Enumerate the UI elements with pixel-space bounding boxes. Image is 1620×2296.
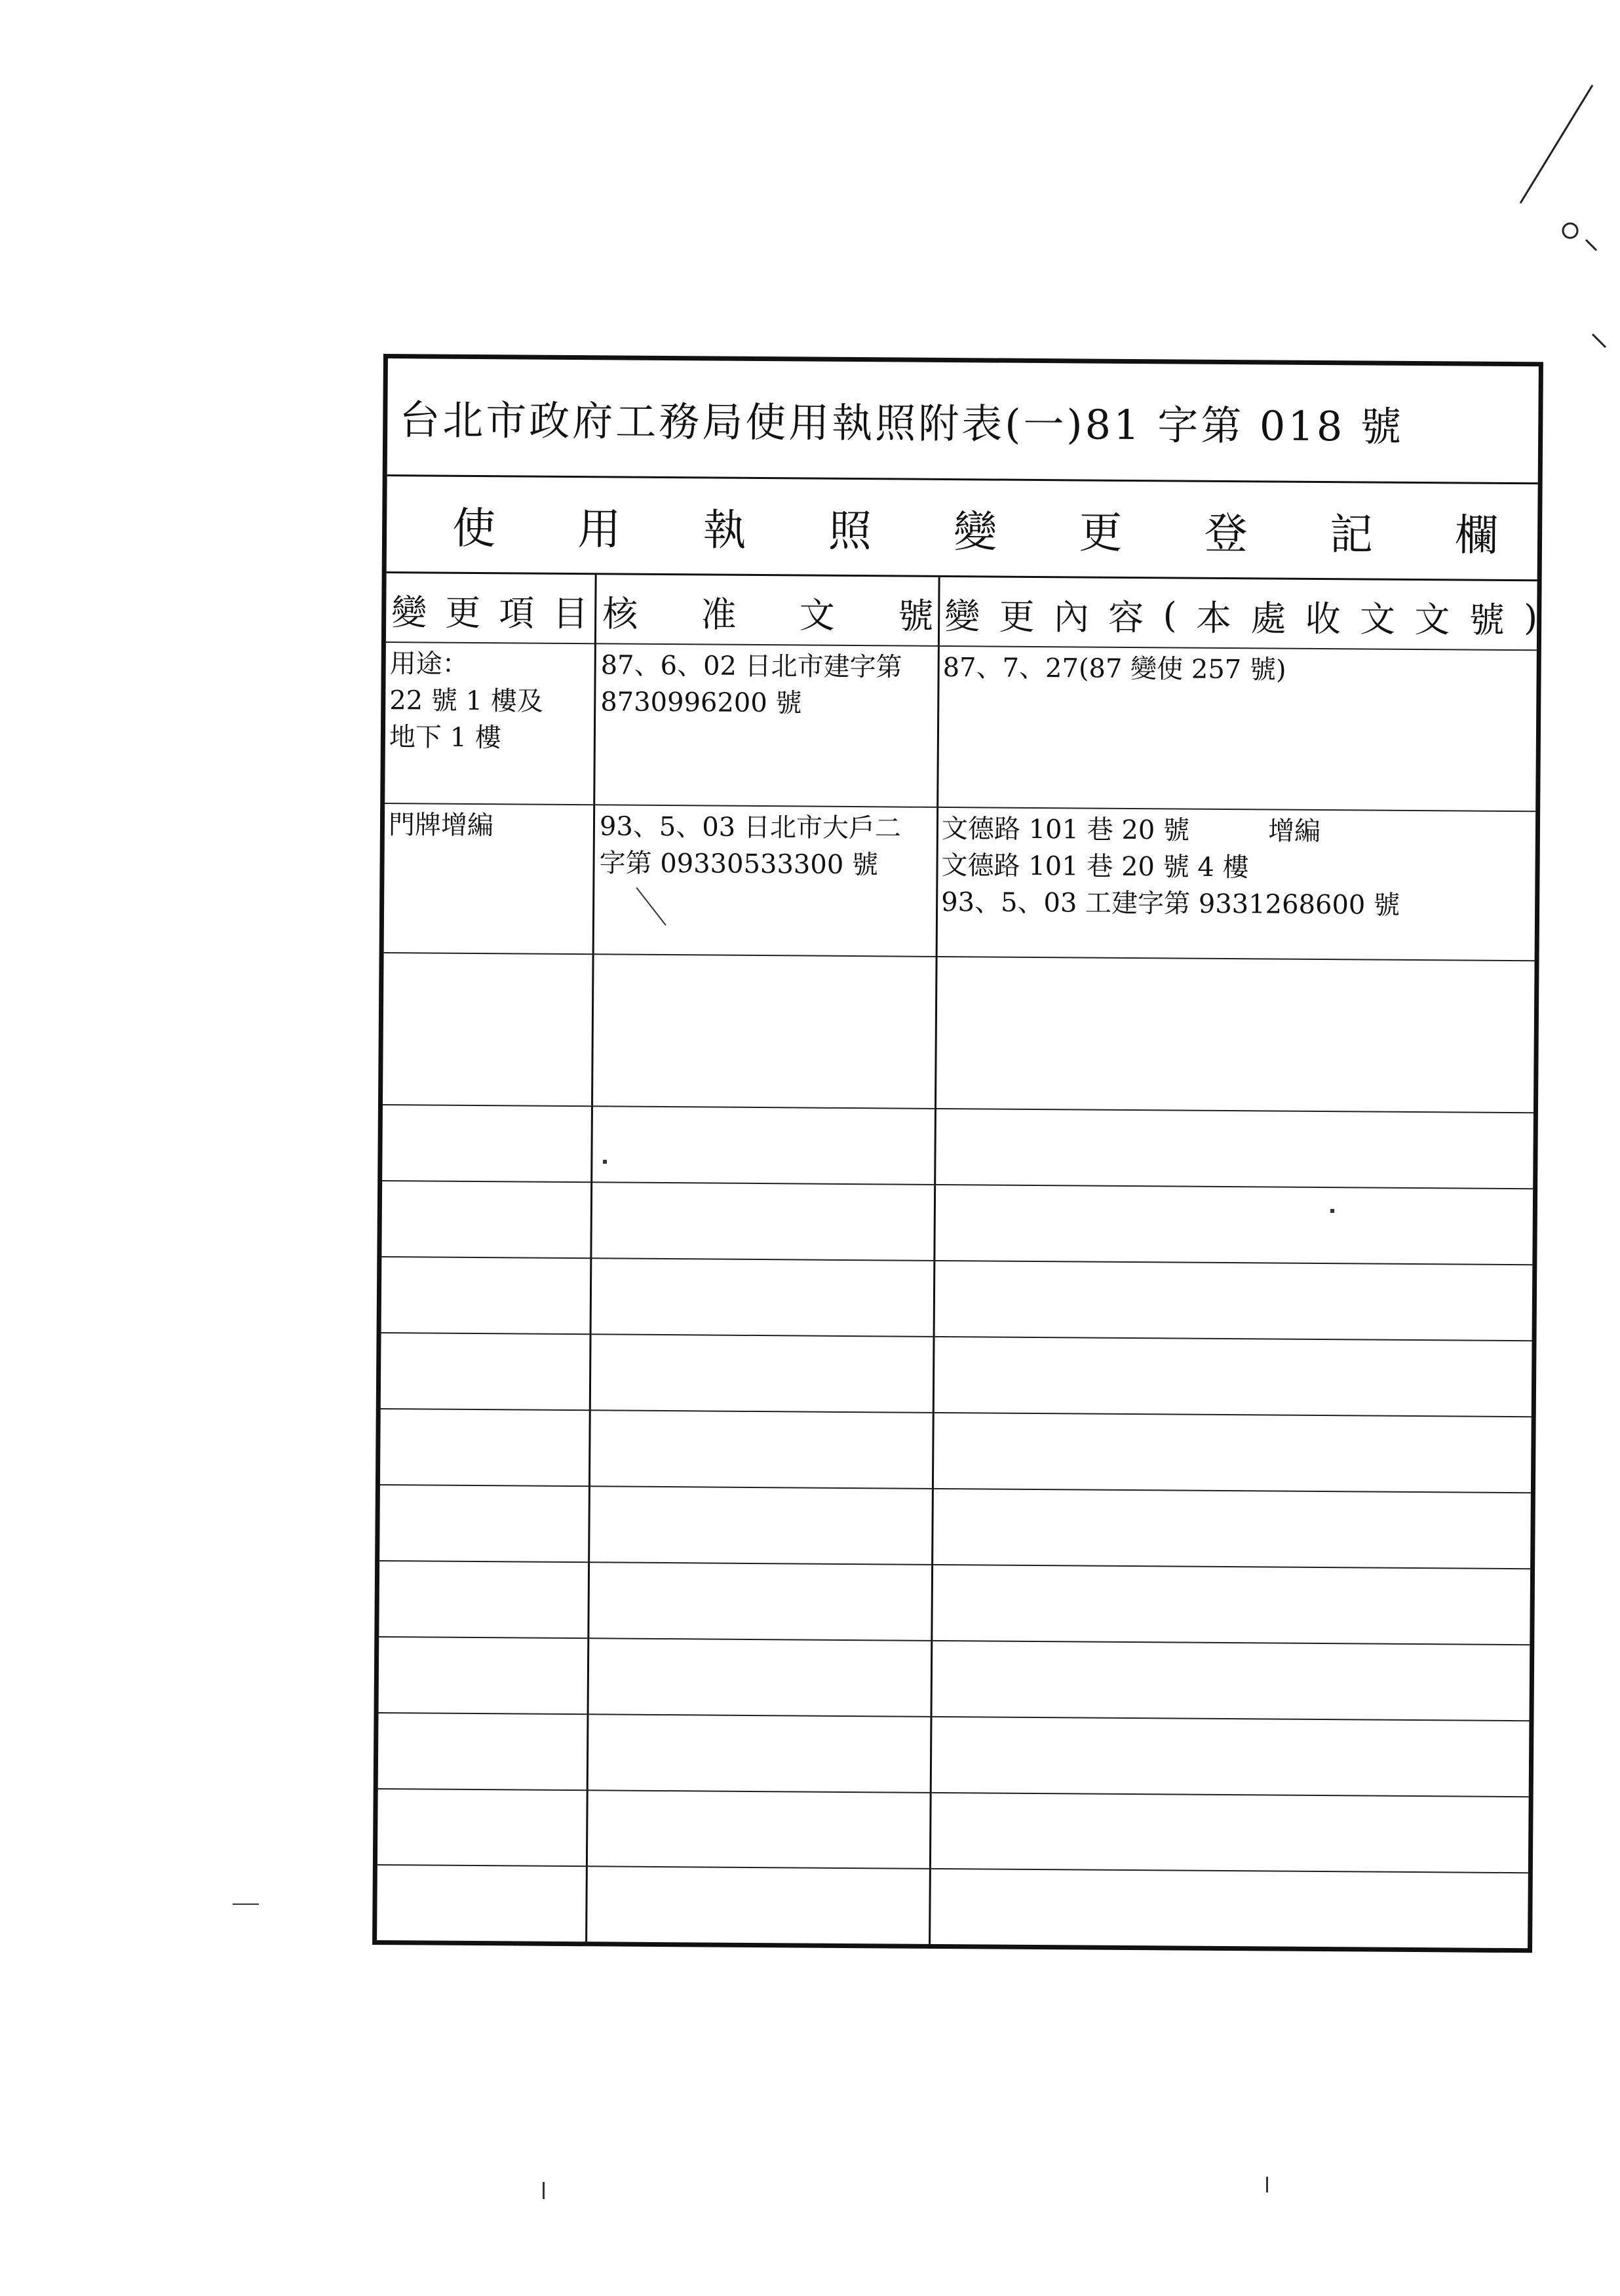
row-divider bbox=[379, 1712, 1530, 1721]
pen-stroke-mark bbox=[633, 885, 672, 930]
row-divider bbox=[377, 1864, 1528, 1873]
header-change-item: 變 更 項 目 bbox=[391, 591, 588, 634]
approval-cell bbox=[600, 647, 902, 722]
content-line: 文德路 101 巷 20 號 4 樓 bbox=[941, 850, 1249, 883]
scan-speck bbox=[543, 2182, 545, 2199]
content-line: 文德路 101 巷 20 號 增編 bbox=[941, 813, 1321, 847]
content-cell bbox=[942, 649, 1286, 689]
row-divider bbox=[381, 1256, 1532, 1265]
title-row bbox=[387, 358, 1539, 484]
change-item-line: 用途： bbox=[389, 649, 469, 679]
pen-stroke-mark bbox=[1507, 79, 1612, 354]
scan-speck bbox=[1266, 2177, 1268, 2192]
register-heading-char: 執 bbox=[703, 505, 746, 556]
form-title: 台北市政府工務局使用執照附表(一)81 字第 018 號 bbox=[399, 396, 1404, 451]
row-divider bbox=[382, 1180, 1533, 1189]
row-divider bbox=[384, 952, 1535, 961]
content-line: 93、5、03 工建字第 9331268600 號 bbox=[941, 887, 1400, 921]
approval-cell bbox=[599, 808, 901, 883]
table-row bbox=[389, 807, 493, 844]
row-divider bbox=[379, 1636, 1530, 1645]
table-row bbox=[389, 645, 544, 757]
approval-line: 8730996200 號 bbox=[600, 687, 802, 719]
scan-speck bbox=[233, 1904, 259, 1905]
row-divider bbox=[378, 1788, 1529, 1797]
register-heading-char: 用 bbox=[577, 504, 621, 555]
row-divider bbox=[380, 1484, 1531, 1493]
approval-line: 93、5、03 日北市大戶二 bbox=[599, 811, 902, 844]
approval-line: 字第 09330533300 號 bbox=[599, 848, 879, 881]
register-heading-char: 照 bbox=[828, 505, 872, 557]
register-heading-char: 更 bbox=[1079, 507, 1123, 558]
register-heading-char: 使 bbox=[452, 503, 496, 554]
change-item-line: 門牌增編 bbox=[388, 810, 494, 841]
row-divider bbox=[379, 1560, 1530, 1569]
register-heading-row bbox=[387, 476, 1538, 581]
register-heading-char: 變 bbox=[953, 507, 997, 558]
header-change-content: 變 更 內 容 ( 本 處 收 文 文 號 ) bbox=[944, 594, 1538, 641]
usage-license-table bbox=[372, 354, 1543, 1953]
content-line: 87、7、27(87 變使 257 號) bbox=[942, 652, 1286, 685]
content-cell bbox=[941, 811, 1400, 924]
change-item-line: 22 號 1 樓及 bbox=[389, 685, 543, 717]
approval-line: 87、6、02 日北市建字第 bbox=[600, 650, 902, 683]
row-divider bbox=[383, 1104, 1533, 1113]
change-item-line: 地下 1 樓 bbox=[389, 722, 501, 754]
row-divider bbox=[381, 1408, 1532, 1417]
scan-speck bbox=[603, 1160, 607, 1164]
register-heading-char: 欄 bbox=[1454, 510, 1499, 561]
header-approval-number: 核 准 文 號 bbox=[602, 592, 934, 637]
register-heading-char: 登 bbox=[1204, 508, 1248, 560]
row-divider bbox=[381, 1332, 1532, 1341]
register-heading-char: 記 bbox=[1329, 509, 1374, 560]
scan-speck bbox=[1330, 1209, 1334, 1213]
